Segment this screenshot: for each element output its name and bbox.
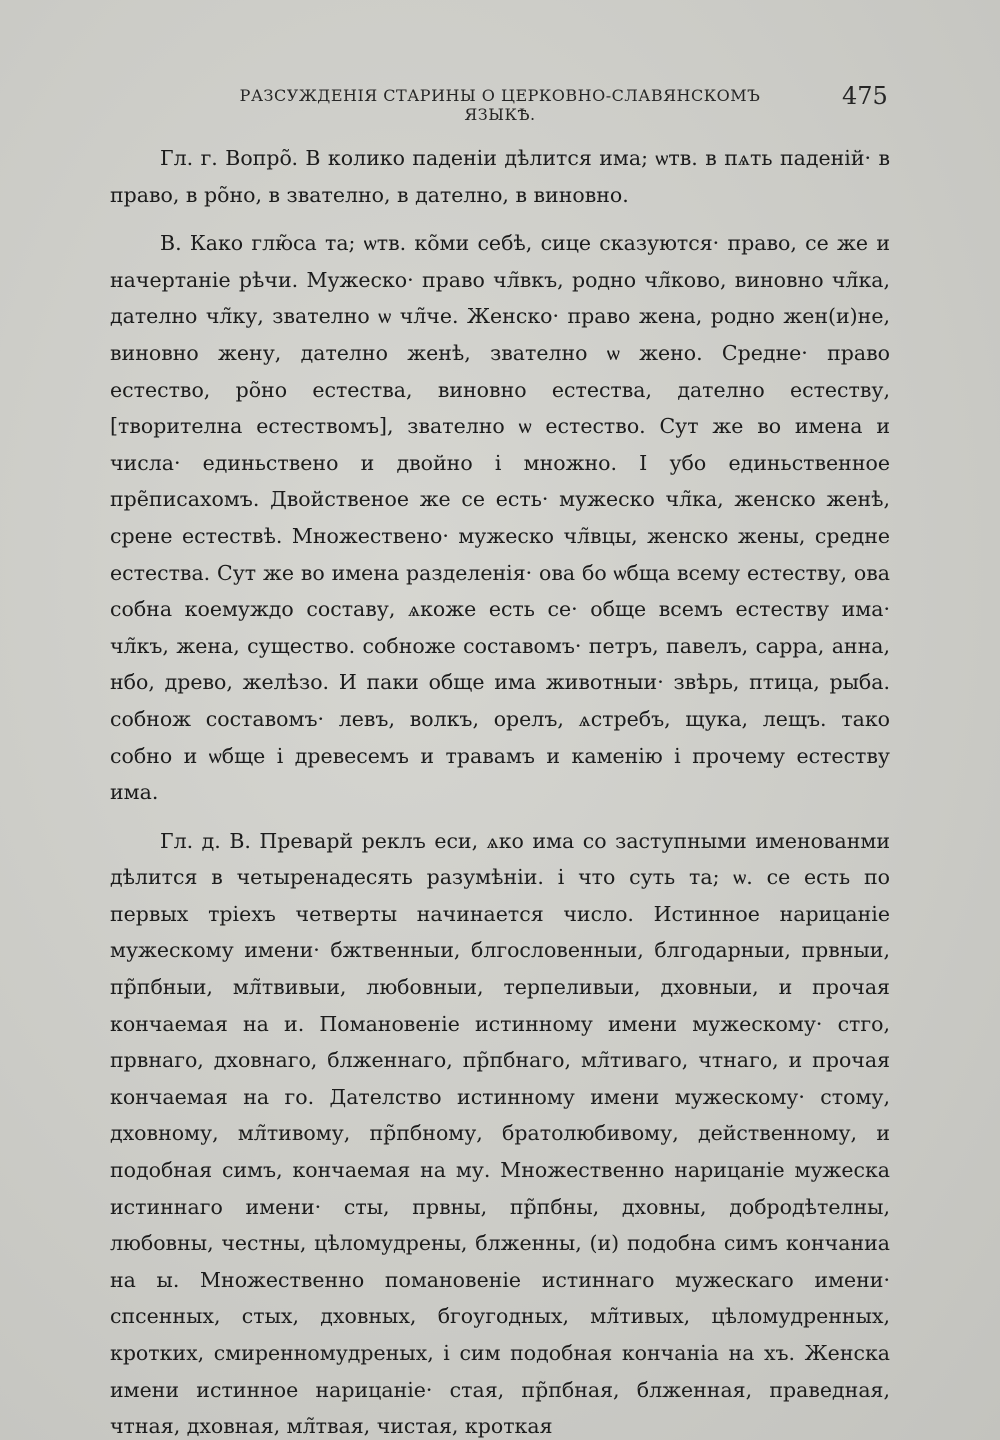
body-text: [110, 140, 890, 1440]
paragraph-chapter-d: Гл. д. В. Преварй реклъ еси, ѧко има со заступными именованми дѣлится в четыренадесять разумѣніи. і что суть та; ѡ. се есть по первых тріехъ четверты начинается число. Истинное нарицаніе мужескому имени· бжтвенныи, блгословенныи, блгодарныи, првныи, пр̃пбныи, мл̃твивыи, любовныи, терпеливыи, дховныи, и прочая кончаемая на и. Помановеніе истинному имени мужескому· стго, првнаго, дховнаго, блженнаго, пр̃пбнаго, мл̃тиваго, чтнаго, и прочая кончаемая на го. Дателство истинному имени мужескому· стому, дховному, мл̃тивому, пр̃пбному, братолюбивому, действенному, и подобная симъ, кончаемая на му. Множественно нарицаніе мужеска истиннаго имени· сты, првны, пр̃пбны, дховны, добродѣтелны, любовны, честны, цѣломудрены, блженны, (и) подобна симъ кончаниа на ы. Множественно помановеніе истиннаго мужескаго имени· спсенных, стых, дховных, бгоугодных, мл̃тивых, цѣломудренных, кротких, смиренномудреных, і сим подобная кончаніа на хъ. Женска имени истинное нарицаніе· стая, пр̃пбная, блженная, праведная, чтная, дховная, мл̃твая, чистая, кроткая: [110, 828, 890, 1439]
paragraph-chapter-g: Гл. г. Вопрõ. В колико паденіи дѣлится има; ѡтв. в пѧть паденій· в право, в рõно, в звателно, в дателно, в виновно.: [110, 146, 890, 207]
paragraph-answer-v: В. Како глю̃са та; ѡтв. ко̃ми себѣ, сице сказуются· право, се же и начертаніе рѣчи. Мужеско· право чл̃вкъ, родно чл̃ково, виновно чл̃ка, дателно чл̃ку, звателно ѡ чл̃че. Женско· право жена, родно жен(и)не, виновно жену, дателно женѣ, звателно ѡ жено. Средне· право естество, рõно естества, виновно естества, дателно естеству, [творителна естествомъ], звателно ѡ естество. Сут же во имена и числа· единьствено и двойно і множно. І убо единьственное пре̃писахомъ. Двойственое же се есть· мужеско чл̃ка, женско женѣ, срене естествѣ. Множествено· мужеско чл̃вцы, женско жены, средне естества. Сут же во имена разделенія· ова бо ѡбща всему естеству, ова собна коемуждо составу, ѧкоже есть се· обще всемъ естеству има· чл̃къ, жена, существо. собноже составомъ· петръ, павелъ, сарра, анна, нбо, древо, желѣзо. И паки обще има животныи· звѣрь, птица, рыба. собнож составомъ· левъ, волкъ, орелъ, ѧстребъ, щука, лещъ. тако собно и ѡбще і древесемъ и травамъ и каменію і прочему естеству има.: [110, 231, 890, 805]
running-header: РАЗСУЖДЕНІЯ СТАРИНЫ О ЦЕРКОВНО-СЛАВЯНСКОМЪ ЯЗЫКѢ.: [239, 86, 761, 124]
page-number: 475: [842, 82, 888, 110]
